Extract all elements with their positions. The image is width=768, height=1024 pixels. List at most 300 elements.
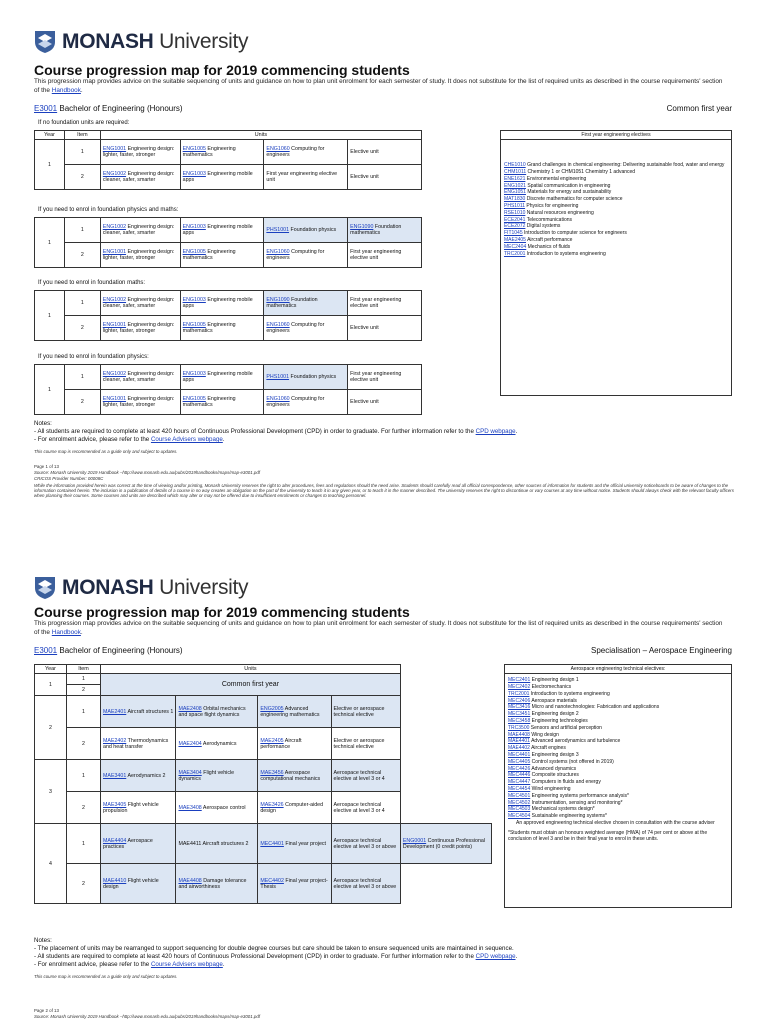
table-row bbox=[35, 316, 422, 341]
elective-title: Sustainable engineering systems* bbox=[530, 813, 607, 820]
item-cell: 2 bbox=[64, 316, 100, 341]
elective-code-link[interactable]: MEC2406 bbox=[508, 697, 531, 704]
elective-item bbox=[508, 738, 728, 744]
elective-title: Engineering design 3 bbox=[530, 751, 579, 758]
unit-title: Engineering mobile apps bbox=[182, 297, 253, 309]
elective-title: Engineering systems performance analysis* bbox=[530, 792, 629, 799]
intro-text: This progression map provides advice on the suitable sequencing of units and guidance on how to plan unit enrolment for each semester of study. It does not substitute for the list of required units as described in the course requirements' section of the Handbook. bbox=[34, 620, 723, 636]
unit-cell bbox=[264, 291, 348, 316]
unit-title: Aerospace control bbox=[201, 804, 246, 811]
unit-code-link[interactable]: ENG1060 bbox=[266, 146, 290, 152]
cpd-link[interactable]: CPD webpage bbox=[475, 428, 516, 435]
table-row bbox=[35, 728, 492, 760]
elective-title: Aircraft engines bbox=[529, 745, 566, 752]
elective-item bbox=[508, 813, 728, 819]
group-label: If you need to enrol in foundation maths: bbox=[38, 280, 146, 286]
unit-cell bbox=[331, 696, 400, 728]
elective-item bbox=[504, 223, 728, 229]
unit-title: Final year project- Thesis bbox=[260, 877, 328, 890]
unit-cell bbox=[180, 140, 264, 165]
elective-item bbox=[504, 230, 728, 236]
unit-code-link[interactable]: ENG1005 bbox=[182, 146, 206, 152]
elective-extra: An approved engineering technical elective chosen in consultation with the course adviser bbox=[516, 819, 715, 826]
elective-code-link[interactable]: ENG1021 bbox=[504, 182, 526, 189]
unit-code-link[interactable]: MAE3426 bbox=[260, 801, 284, 808]
table-row bbox=[35, 140, 422, 165]
elective-footnote: *Students must obtain an honours weighted average (HWA) of 74 per cent or above at the conclusion of level 3 and be in their final year to enrol in these units. bbox=[508, 830, 708, 843]
unit-cell bbox=[101, 728, 176, 760]
unit-code-link[interactable]: ENG1002 bbox=[102, 297, 127, 303]
item-cell: 1 bbox=[64, 218, 100, 243]
unit-title: Aerospace technical elective at level 3 or above bbox=[333, 877, 397, 890]
unit-code-link[interactable]: ENG1002 bbox=[102, 171, 127, 177]
note-advice-text: For enrolment advice, please refer to the bbox=[37, 961, 151, 968]
unit-code-link[interactable]: MAE4404 bbox=[103, 837, 127, 844]
table-row bbox=[35, 243, 422, 268]
note-advice: - For enrolment advice, please refer to the Course Advisers webpage. bbox=[34, 436, 225, 443]
unit-cell bbox=[348, 165, 422, 190]
unit-code-link[interactable]: ENG2005 bbox=[260, 705, 284, 712]
elective-title: Chemistry 1 or CHM1051 Chemistry 1 advanced bbox=[526, 169, 636, 175]
elective-code-link[interactable]: MEC4426 bbox=[508, 765, 531, 772]
unit-code-link[interactable]: MAE3404 bbox=[178, 769, 202, 776]
elective-item bbox=[504, 237, 728, 243]
group-label: If you need to enrol in foundation physics and maths: bbox=[38, 207, 179, 213]
elective-item bbox=[508, 793, 728, 799]
unit-code-link[interactable]: PHS1001 bbox=[266, 374, 290, 380]
note-placement: - The placement of units may be rearranged to support sequencing for double degree courses but care should be taken to ensure sequenced units are maintained in sequence. bbox=[34, 945, 514, 952]
elective-title: Discrete mathematics for computer science bbox=[525, 196, 623, 203]
elective-code-link[interactable]: MEC2404 bbox=[504, 243, 527, 250]
unit-code-link[interactable]: MAE4410 bbox=[103, 877, 127, 884]
unit-code-link[interactable]: PHS1001 bbox=[266, 227, 290, 233]
elective-title: Wing design bbox=[529, 731, 559, 738]
table-row bbox=[35, 165, 422, 190]
advisers-link[interactable]: Course Advisers webpage bbox=[150, 436, 223, 443]
elective-item bbox=[508, 677, 728, 683]
unit-title: Flight vehicle design bbox=[103, 877, 159, 890]
page-title: Course progression map for 2019 commencing students bbox=[34, 62, 410, 78]
year-cell: 1 bbox=[35, 291, 65, 341]
unit-code-link[interactable]: ENG1005 bbox=[182, 396, 206, 402]
elective-title: Physics for engineering bbox=[525, 202, 579, 209]
unit-cell bbox=[180, 291, 264, 316]
unit-title: Engineering mobile apps bbox=[182, 371, 253, 383]
elective-code-link[interactable]: ECE2072 bbox=[504, 223, 526, 230]
unit-title: Engineering mathematics bbox=[182, 396, 236, 408]
note-advice: - For enrolment advice, please refer to the Course Advisers webpage. bbox=[34, 961, 225, 968]
advisers-link[interactable]: Course Advisers webpage bbox=[150, 961, 223, 968]
unit-title: First year engineering elective unit bbox=[266, 171, 338, 183]
year-cell: 3 bbox=[35, 760, 67, 824]
unit-code-link[interactable]: MAE2402 bbox=[103, 737, 127, 744]
elective-code-link[interactable]: FIT1045 bbox=[504, 230, 523, 237]
unit-cell bbox=[264, 243, 348, 268]
unit-cell bbox=[180, 365, 264, 390]
elective-code-link[interactable]: TRC2001 bbox=[504, 250, 526, 257]
elective-code-link[interactable]: TRC3500 bbox=[508, 724, 530, 731]
unit-code-link[interactable]: ENG1060 bbox=[266, 249, 290, 255]
elective-title: Environmental engineering bbox=[525, 175, 587, 182]
group-label: If you need to enrol in foundation physics: bbox=[38, 354, 149, 360]
unit-cell bbox=[176, 864, 258, 904]
unit-title: Engineering design: lighter, faster, stronger bbox=[102, 146, 175, 158]
progression-table bbox=[34, 217, 422, 268]
unit-title: Engineering design: cleaner, safer, smarter bbox=[102, 224, 175, 236]
brand-suffix: University bbox=[153, 576, 249, 599]
unit-title: Engineering design: cleaner, safer, smarter bbox=[102, 171, 175, 183]
unit-title: Aerospace computational mechanics bbox=[260, 769, 321, 782]
first-year-electives-box bbox=[500, 130, 732, 396]
unit-title: Computing for engineers bbox=[266, 322, 325, 334]
item-cell: 1 bbox=[67, 760, 101, 792]
unit-title: Elective unit bbox=[350, 174, 379, 180]
elective-code-link[interactable]: ENE1621 bbox=[504, 175, 526, 182]
handbook-link[interactable]: Handbook bbox=[51, 86, 81, 94]
unit-title: Damage tolerance and airworthiness bbox=[178, 877, 247, 890]
unit-title: Foundation mathematics bbox=[266, 297, 318, 309]
unit-code-link[interactable]: ENG1003 bbox=[182, 371, 206, 377]
unit-title: Engineering mathematics bbox=[182, 322, 236, 334]
source-text: Source: Monash University 2019 Handbook –http://www.monash.edu.au/pubs/2019handbooks/maps/map-e3001.pdf bbox=[34, 470, 261, 475]
unit-code-link[interactable]: MEC4401 bbox=[260, 840, 284, 847]
unit-code-link[interactable]: ENG1003 bbox=[182, 297, 206, 303]
unit-code-link[interactable]: ENG1005 bbox=[182, 322, 206, 328]
elective-item bbox=[508, 752, 728, 758]
unit-title: Engineering design: cleaner, safer, smarter bbox=[102, 371, 175, 383]
unit-code-link[interactable]: MAE2408 bbox=[178, 705, 202, 712]
aerospace-electives-box bbox=[504, 664, 732, 908]
elective-code-link[interactable]: MEC4447 bbox=[508, 779, 531, 786]
elective-code-link[interactable]: MAE4401 bbox=[508, 738, 530, 745]
blank-header bbox=[400, 665, 491, 674]
notes bbox=[34, 937, 517, 969]
elective-code-link[interactable]: MEC4504 bbox=[508, 813, 531, 820]
unit-title: Elective unit bbox=[350, 399, 379, 405]
unit-code-link[interactable]: ENG0001 bbox=[402, 837, 427, 844]
year-header: Year bbox=[35, 131, 65, 140]
elective-code-link[interactable]: PHS1011 bbox=[504, 202, 526, 209]
unit-title: Computing for engineers bbox=[266, 396, 325, 408]
blank-cell bbox=[400, 685, 491, 696]
elective-code-link[interactable]: MEC2402 bbox=[508, 684, 531, 690]
elective-title: Spatial communication in engineering bbox=[525, 182, 611, 189]
elective-title: Engineering design 1 bbox=[530, 677, 579, 684]
cpd-cell bbox=[400, 824, 491, 864]
brand-name: MONASH bbox=[62, 576, 154, 599]
unit-cell bbox=[331, 864, 400, 904]
unit-cell bbox=[176, 792, 258, 824]
note-placement-text: The placement of units may be rearranged to support sequencing for double degree courses but care should be taken to ensure sequenced units are maintained in sequence. bbox=[37, 945, 514, 952]
unit-code-link[interactable]: ENG1002 bbox=[102, 224, 127, 230]
elective-code-link[interactable]: ENG1051 bbox=[504, 189, 526, 196]
unit-title: Elective unit bbox=[350, 149, 379, 155]
elective-item bbox=[508, 684, 728, 690]
guide-text: This course map is recommended as a guide only and subject to updates. bbox=[34, 449, 178, 454]
note-cpd: - All students are required to complete at least 420 hours of Continuous Professional Development (CPD) in order to graduate. For further information refer to the CPD webpage. bbox=[34, 953, 518, 960]
unit-title: Aircraft structures 1 bbox=[126, 708, 174, 715]
table-row bbox=[35, 792, 492, 824]
unit-cell bbox=[180, 218, 264, 243]
unit-cell bbox=[180, 165, 264, 190]
unit-cell bbox=[100, 316, 180, 341]
unit-code-link[interactable]: ENG1001 bbox=[102, 322, 127, 328]
unit-code-link[interactable]: ENG1002 bbox=[102, 371, 127, 377]
elective-title: Composite structures bbox=[530, 772, 579, 779]
item-cell: 2 bbox=[67, 864, 101, 904]
table-row bbox=[35, 674, 492, 685]
unit-code-link[interactable]: ENG1060 bbox=[266, 396, 290, 402]
unit-code-link[interactable]: MAE2405 bbox=[260, 737, 284, 744]
unit-cell bbox=[100, 165, 180, 190]
notes-label: Notes: bbox=[34, 937, 52, 944]
item-cell: 2 bbox=[64, 243, 100, 268]
item-cell: 1 bbox=[64, 365, 100, 390]
progression-table bbox=[34, 130, 422, 190]
course-heading bbox=[34, 104, 183, 113]
elective-item bbox=[504, 189, 728, 195]
unit-code-link[interactable]: ENG1001 bbox=[102, 249, 127, 255]
blank-cell bbox=[400, 792, 491, 824]
elective-title: Control systems (not offered in 2019) bbox=[530, 758, 614, 765]
elective-code-link[interactable]: CHM1011 bbox=[504, 169, 527, 175]
unit-cell bbox=[100, 291, 180, 316]
unit-cell bbox=[101, 792, 176, 824]
notes-label: Notes: bbox=[34, 420, 52, 427]
elective-title: Mechanical systems design* bbox=[530, 806, 595, 813]
elective-code-link[interactable]: TRC2001 bbox=[508, 690, 530, 697]
elective-code-link[interactable]: MEC4501 bbox=[508, 792, 531, 799]
unit-code-link[interactable]: MAE3408 bbox=[178, 804, 202, 811]
unit-code-link[interactable]: MAE3456 bbox=[260, 769, 284, 776]
unit-title: Foundation physics bbox=[289, 374, 337, 380]
elective-item bbox=[504, 196, 728, 202]
unit-title: Flight vehicle propulsion bbox=[103, 801, 159, 814]
handbook-link[interactable]: Handbook bbox=[51, 628, 81, 636]
elective-title: Wind engineering bbox=[530, 785, 571, 792]
unit-cell bbox=[264, 365, 348, 390]
unit-code-link[interactable]: ENG1001 bbox=[102, 146, 127, 152]
note-cpd-text: All students are required to complete at least 420 hours of Continuous Professional Development (CPD) in order to graduate. For further information refer to the bbox=[37, 953, 476, 960]
guide-text: This course map is recommended as a guide only and subject to updates. bbox=[34, 974, 178, 979]
unit-title: Aerospace technical elective at level 3 or 4 bbox=[333, 801, 385, 814]
elective-item bbox=[508, 718, 728, 724]
unit-code-link[interactable]: ENG1003 bbox=[182, 171, 206, 177]
item-cell: 1 bbox=[67, 824, 101, 864]
unit-cell bbox=[258, 864, 331, 904]
unit-title: Continuous Professional Development (0 credit points) bbox=[402, 837, 486, 850]
elective-title: Introduction to computer science for engineers bbox=[522, 230, 627, 237]
elective-code-link[interactable]: MEC3458 bbox=[508, 717, 531, 724]
unit-cell bbox=[180, 316, 264, 341]
unit-cell bbox=[258, 696, 331, 728]
year-cell: 1 bbox=[35, 140, 65, 190]
elective-item bbox=[508, 786, 728, 792]
course-code-link[interactable]: E3001 bbox=[34, 104, 58, 113]
table-row bbox=[35, 390, 422, 415]
unit-code-link[interactable]: MAE4408 bbox=[178, 877, 202, 884]
elective-code-link[interactable]: MAE4402 bbox=[508, 745, 530, 752]
elective-item bbox=[504, 251, 728, 257]
unit-code-link[interactable]: MEC4402 bbox=[260, 877, 284, 884]
unit-title: Elective unit bbox=[350, 325, 379, 331]
unit-title: Engineering mathematics bbox=[182, 249, 236, 261]
elective-code-link[interactable]: MEC2401 bbox=[508, 677, 531, 684]
cpd-link[interactable]: CPD webpage bbox=[475, 953, 516, 960]
elective-code-link[interactable]: RSE1010 bbox=[504, 209, 526, 216]
unit-cell bbox=[348, 390, 422, 415]
unit-cell bbox=[176, 728, 258, 760]
unit-title: Engineering design: lighter, faster, stronger bbox=[102, 322, 175, 334]
elective-title: Engineering design 2 bbox=[530, 711, 579, 718]
unit-title: Engineering design: cleaner, safer, smarter bbox=[102, 297, 175, 309]
unit-code-link[interactable]: ENG1090 bbox=[266, 297, 290, 303]
page-2 bbox=[0, 540, 768, 1024]
elective-item bbox=[504, 244, 728, 250]
unit-code-link[interactable]: MAE2404 bbox=[178, 740, 202, 747]
unit-cell bbox=[101, 824, 176, 864]
unit-cell bbox=[264, 218, 348, 243]
item-cell: 2 bbox=[67, 728, 101, 760]
electives-title: First year engineering electives bbox=[501, 131, 731, 140]
electives-list bbox=[505, 674, 731, 846]
unit-code-link[interactable]: ENG1090 bbox=[350, 224, 374, 230]
unit-code-link[interactable]: ENG1003 bbox=[182, 224, 206, 230]
unit-cell bbox=[264, 165, 348, 190]
electives-title: Aerospace engineering technical electives: bbox=[505, 665, 731, 674]
year-cell: 1 bbox=[35, 674, 67, 696]
elective-title: Introduction to systems engineering bbox=[525, 250, 606, 257]
unit-title: Aerospace practices bbox=[103, 837, 153, 850]
item-cell: 1 bbox=[67, 674, 101, 685]
elective-item bbox=[508, 772, 728, 778]
unit-title: Foundation physics bbox=[289, 227, 337, 233]
elective-item bbox=[504, 217, 728, 223]
unit-title: Engineering design: lighter, faster, stronger bbox=[102, 249, 175, 261]
elective-code-link[interactable]: MAE4408 bbox=[508, 731, 530, 738]
course-code-link[interactable]: E3001 bbox=[34, 646, 58, 655]
elective-title: Materials for energy and sustainability bbox=[525, 189, 612, 196]
elective-code-link[interactable]: MEC4446 bbox=[508, 772, 531, 779]
elective-item bbox=[504, 210, 728, 216]
unit-title: Thermodynamics and heat transfer bbox=[103, 737, 169, 750]
elective-code-link[interactable]: ECE2041 bbox=[504, 216, 526, 223]
unit-cell bbox=[176, 696, 258, 728]
specialisation-label: Common first year bbox=[666, 104, 732, 113]
unit-cell bbox=[331, 792, 400, 824]
elective-item bbox=[508, 759, 728, 765]
elective-code-link[interactable]: MEC4503 bbox=[508, 806, 531, 813]
elective-item bbox=[504, 183, 728, 189]
blank-cell bbox=[400, 696, 491, 728]
notes bbox=[34, 420, 517, 444]
year-cell: 2 bbox=[35, 696, 67, 760]
elective-code-link[interactable]: MEC4405 bbox=[508, 758, 531, 765]
elective-title: Sensors and artificial perception bbox=[529, 724, 602, 731]
elective-code-link[interactable]: MEC3416 bbox=[508, 704, 531, 711]
progression-table bbox=[34, 290, 422, 341]
disclaimer-text: While the information provided herein was correct at the time of viewing and/or printing, Monash University reserves the right to alter procedures, fees and regulations should the need arise. Students should carefully read all official correspondence, other sources of information for students and the official university noticeboards to be aware of changes to the information contained herein. The inclusion in a publication of details of a course in no way creates an obligation on the part of the university to teach it in any given year, or to teach it in the manner described. The university reserves the right to discontinue or vary courses at any time without notice. Students should always check with the relevant faculty officers when planning their courses. Some courses and units are described which may alter or may not be offered due to insufficient enrolments or changes to teaching personnel. bbox=[34, 483, 734, 499]
unit-title: Aerodynamics 2 bbox=[126, 772, 166, 779]
units-header: Units bbox=[100, 131, 421, 140]
unit-cell bbox=[264, 390, 348, 415]
unit-cell bbox=[348, 218, 422, 243]
unit-title: Computing for engineers bbox=[266, 146, 325, 158]
monash-logo bbox=[34, 30, 248, 54]
unit-code-link[interactable]: ENG1005 bbox=[182, 249, 206, 255]
elective-code-link[interactable]: MAT1830 bbox=[504, 196, 526, 203]
common-first-year-cell: Common first year bbox=[101, 674, 401, 696]
table-row bbox=[35, 696, 492, 728]
table-row bbox=[35, 824, 492, 864]
elective-item bbox=[508, 698, 728, 704]
unit-cell bbox=[331, 760, 400, 792]
unit-title: Aerodynamics bbox=[201, 740, 237, 747]
unit-title: Engineering design: lighter, faster, stronger bbox=[102, 396, 175, 408]
unit-cell bbox=[180, 243, 264, 268]
elective-code-link[interactable]: MEC4454 bbox=[508, 785, 531, 792]
intro-body: This progression map provides advice on the suitable sequencing of units and guidance on how to plan unit enrolment for each semester of study. It does not substitute for the list of required units as described in the course requirements' section of the bbox=[34, 78, 723, 94]
unit-title: Orbital mechanics and space flight dynamics bbox=[178, 705, 246, 718]
item-cell: 2 bbox=[64, 390, 100, 415]
unit-title: Computing for engineers bbox=[266, 249, 325, 261]
unit-code-link[interactable]: MAE3401 bbox=[103, 772, 127, 779]
unit-code-link[interactable]: MAE3405 bbox=[103, 801, 127, 808]
elective-title: Grand challenges in chemical engineering: Delivering sustainable food, water and energy bbox=[525, 162, 725, 169]
units-header: Units bbox=[101, 665, 401, 674]
unit-cell bbox=[101, 760, 176, 792]
item-cell: 2 bbox=[64, 165, 100, 190]
table-row bbox=[35, 291, 422, 316]
unit-cell bbox=[258, 760, 331, 792]
elective-title: Introduction to systems engineering bbox=[529, 690, 610, 697]
elective-title: Micro and nanotechnologies: Fabrication and applications bbox=[530, 704, 660, 711]
year-cell: 4 bbox=[35, 824, 67, 904]
intro-body: This progression map provides advice on the suitable sequencing of units and guidance on how to plan unit enrolment for each semester of study. It does not substitute for the list of required units as described in the course requirements' section of the bbox=[34, 620, 723, 636]
unit-code-link[interactable]: ENG1001 bbox=[102, 396, 127, 402]
unit-cell bbox=[100, 243, 180, 268]
source-text: Source: Monash University 2019 Handbook –http://www.monash.edu.au/pubs/2019handbooks/maps/map-e3001.pdf bbox=[34, 1014, 261, 1019]
elective-code-link[interactable]: MEC4502 bbox=[508, 799, 531, 806]
monash-crest-icon bbox=[34, 30, 56, 54]
blank-cell bbox=[400, 674, 491, 685]
elective-item bbox=[508, 725, 728, 731]
unit-code-link[interactable]: ENG1060 bbox=[266, 322, 290, 328]
note-cpd-text: All students are required to complete at least 420 hours of Continuous Professional Development (CPD) in order to graduate. For further information refer to the bbox=[37, 428, 476, 435]
elective-code-link[interactable]: MEC3451 bbox=[508, 711, 531, 718]
unit-cell bbox=[264, 140, 348, 165]
elective-code-link[interactable]: MEC4401 bbox=[508, 751, 531, 758]
year-header: Year bbox=[35, 665, 67, 674]
elective-title: Instrumentation, sensing and monitoring* bbox=[530, 799, 623, 806]
blank-cell bbox=[400, 728, 491, 760]
elective-item bbox=[508, 779, 728, 785]
course-name: Bachelor of Engineering (Honours) bbox=[57, 104, 183, 113]
elective-title: Advanced aerodynamics and turbulence bbox=[529, 738, 621, 745]
elective-item bbox=[508, 691, 728, 697]
note-cpd: - All students are required to complete at least 420 hours of Continuous Professional Development (CPD) in order to graduate. For further information refer to the CPD webpage. bbox=[34, 428, 518, 435]
unit-code-link[interactable]: MAE2401 bbox=[103, 708, 127, 715]
unit-cell bbox=[258, 824, 331, 864]
elective-code-link[interactable]: CHE1010 bbox=[504, 162, 526, 169]
item-cell: 1 bbox=[64, 140, 100, 165]
group-label: If no foundation units are required: bbox=[38, 120, 130, 126]
blank-cell bbox=[400, 760, 491, 792]
page-number: Page 2 of 13 bbox=[34, 1008, 59, 1013]
elective-code-link[interactable]: MAE2405 bbox=[504, 236, 526, 243]
item-cell: 2 bbox=[67, 792, 101, 824]
elective-item bbox=[504, 169, 728, 175]
